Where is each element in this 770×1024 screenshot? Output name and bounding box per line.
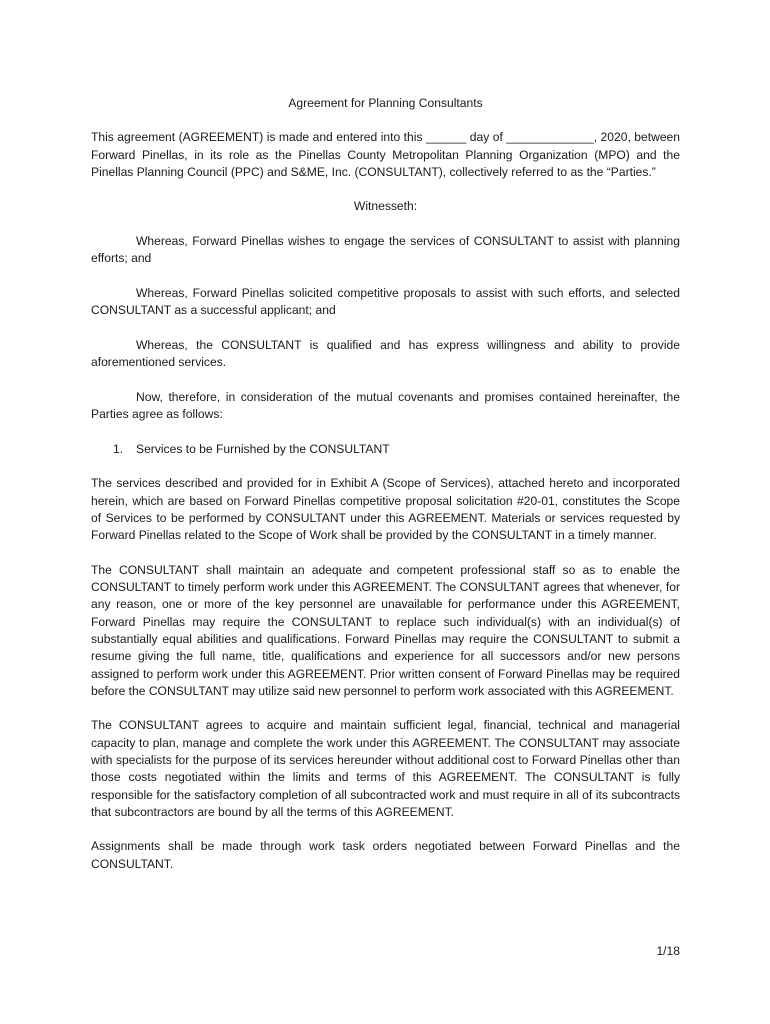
witnesseth-heading: Witnesseth: [353, 199, 418, 214]
whereas-paragraph-2: Whereas, Forward Pinellas solicited competitive proposals to assist with such efforts, and selected CONSULTANT as a successful applicant; and [91, 285, 680, 318]
document-title: Agreement for Planning Consultants [288, 96, 483, 110]
document-body [91, 95, 680, 890]
section-1-heading [91, 441, 680, 458]
section-1-number: 1. [113, 441, 124, 456]
page-number: 1/18 [656, 944, 680, 958]
assignments-paragraph: Assignments shall be made through work task orders negotiated between Forward Pinellas and the CONSULTANT. [91, 839, 680, 871]
whereas-paragraph-3: Whereas, the CONSULTANT is qualified and has express willingness and ability to provide aforementioned services. [91, 337, 680, 370]
whereas-paragraph-1: Whereas, Forward Pinellas wishes to engage the services of CONSULTANT to assist with planning efforts; and [91, 234, 680, 266]
section-1-title: Services to be Furnished by the CONSULTANT [136, 441, 390, 456]
services-paragraph: The services described and provided for in Exhibit A (Scope of Services), attached hereto and incorporated herein, which are based on Forward Pinellas competitive proposal solicitation #20-01, constitutes the Scope of Services to be performed by CONSULTANT under this AGREEMENT. Materials or services requested by Forward Pinellas related to the Scope of Work shall be provided by the CONSULTANT in a timely manner. [91, 476, 680, 543]
now-therefore-paragraph: Now, therefore, in consideration of the mutual covenants and promises contained hereinafter, the Parties agree as follows: [91, 389, 680, 422]
intro-paragraph: This agreement (AGREEMENT) is made and entered into this ______ day of _____________, 2020, between Forward Pinellas, in its role as the Pinellas County Metropolitan Planning Organization (MPO) and the Pinellas Planning Council (PPC) and S&ME, Inc. (CONSULTANT), collectively referred to as the “Parties.” [91, 130, 680, 179]
staff-paragraph: The CONSULTANT shall maintain an adequate and competent professional staff so as to enable the CONSULTANT to timely perform work under this AGREEMENT. The CONSULTANT agrees that whenever, for any reason, one or more of the key personnel are unavailable for performance under this AGREEMENT, Forward Pinellas may require the CONSULTANT to replace such individual(s) with an individual(s) of substantially equal abilities and qualifications. Forward Pinellas may require the CONSULTANT to submit a resume giving the full name, title, qualifications and experience for all successors and/or new persons assigned to perform work under this AGREEMENT. Prior written consent of Forward Pinellas may be required before the CONSULTANT may utilize said new personnel to perform work associated with this AGREEMENT. [91, 562, 680, 698]
capacity-paragraph: The CONSULTANT agrees to acquire and maintain sufficient legal, financial, technical and managerial capacity to plan, manage and complete the work under this AGREEMENT. The CONSULTANT may associate with specialists for the purpose of its services hereunder without additional cost to Forward Pinellas other than those costs negotiated within the limits and terms of this AGREEMENT. The CONSULTANT is fully responsible for the satisfactory completion of all subcontracted work and must require in all of its subcontracts that subcontractors are bound by all the terms of this AGREEMENT. [91, 718, 680, 819]
